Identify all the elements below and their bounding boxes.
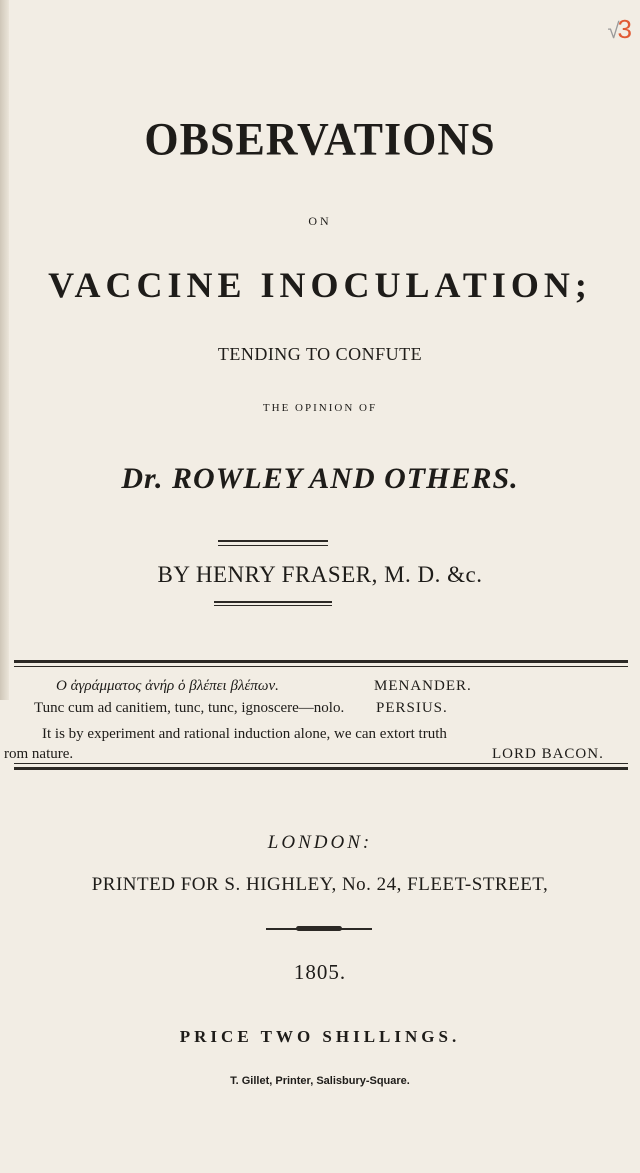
byline-rule-bottom-thin: [214, 605, 332, 606]
subtitle-opinion-of: THE OPINION OF: [262, 402, 378, 414]
imprint-city: LONDON:: [267, 832, 373, 853]
epigraph-rule-bottom-thin: [14, 763, 628, 764]
epigraph-rule-top-thin: [14, 666, 628, 667]
byline-rule-top-thin: [218, 545, 328, 546]
main-title: OBSERVATIONS: [144, 113, 496, 166]
epigraph-latin-author: PERSIUS.: [376, 700, 448, 716]
catalog-number: 3: [617, 14, 632, 44]
epigraph-english-author: LORD BACON.: [492, 746, 604, 762]
price-line: PRICE TWO SHILLINGS.: [179, 1027, 461, 1046]
subtitle-doctors: Dr. ROWLEY AND OTHERS.: [121, 462, 519, 495]
imprint-printed-for: PRINTED FOR S. HIGHLEY, No. 24, FLEET-STREET,: [91, 874, 549, 895]
author-byline: BY HENRY FRASER, M. D. &c.: [157, 562, 483, 587]
publication-year: 1805.: [293, 960, 347, 984]
catalog-pencil-mark: [607, 14, 632, 45]
imprint-ornament-center: [296, 926, 342, 931]
byline-rule-bottom: [214, 601, 332, 603]
check-mark: √: [607, 18, 620, 43]
subject-title: VACCINE INOCULATION;: [48, 265, 592, 305]
epigraph-english-continued: rom nature.: [4, 746, 74, 762]
title-connector-on: ON: [308, 214, 332, 228]
epigraph-latin: Tunc cum ad canitiem, tunc, tunc, ignoscere—nolo.: [34, 700, 345, 716]
epigraph-rule-top: [14, 660, 628, 663]
byline-rule-top: [218, 540, 328, 542]
epigraph-rule-bottom: [14, 767, 628, 770]
epigraph-english: It is by experiment and rational induction alone, we can extort truth: [42, 726, 447, 742]
subtitle-tending: TENDING TO CONFUTE: [217, 344, 423, 364]
epigraph-greek: Ο ἀγράμματος ἀνήρ ὁ βλέπει βλέπων.: [56, 678, 279, 694]
epigraph-greek-author: MENANDER.: [374, 678, 472, 694]
printer-line: T. Gillet, Printer, Salisbury-Square.: [230, 1075, 410, 1087]
